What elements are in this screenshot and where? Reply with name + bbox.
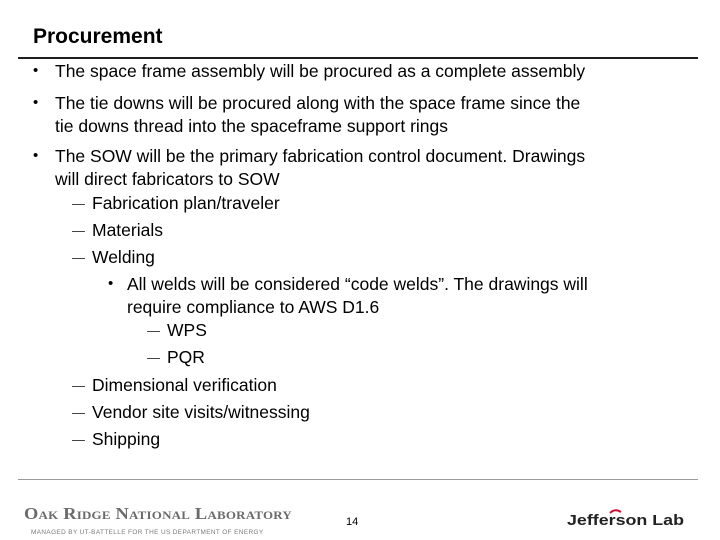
jefferson-lab-wordmark xyxy=(566,509,691,531)
sub-item-text: Materials xyxy=(92,220,163,240)
dash-marker: － xyxy=(70,432,87,451)
svg-text:Jefferson Lab: Jefferson Lab xyxy=(567,512,684,529)
bullet-marker: • xyxy=(33,94,39,111)
ornl-logo xyxy=(24,504,296,536)
bullet-marker: • xyxy=(33,147,39,164)
dash-marker: － xyxy=(145,323,162,342)
dash-marker: － xyxy=(145,350,162,369)
sub-item-text: Dimensional verification xyxy=(92,375,277,395)
dash-marker: － xyxy=(70,223,87,242)
bullet-text: require compliance to AWS D1.6 xyxy=(127,297,380,317)
bullet-text: All welds will be considered “code welds”. The drawings will xyxy=(127,274,588,294)
slide-title: Procurement xyxy=(33,25,163,48)
dash-marker: － xyxy=(70,196,87,215)
ornl-subtitle: MANAGED BY UT-BATTELLE FOR THE US DEPARTMENT OF ENERGY xyxy=(31,529,264,536)
bullet-text: The space frame assembly will be procured as a complete assembly xyxy=(55,61,586,81)
dash-marker: － xyxy=(70,250,87,269)
dash-marker: － xyxy=(70,405,87,424)
bullet-text: tie downs thread into the spaceframe support rings xyxy=(55,116,448,136)
bullet-marker: • xyxy=(108,275,114,292)
ornl-name xyxy=(24,504,296,527)
sub-item-text: PQR xyxy=(167,347,205,367)
sub-item-text: Shipping xyxy=(92,429,161,449)
sub-item-text: Fabrication plan/traveler xyxy=(92,193,280,213)
footer-divider xyxy=(18,479,698,480)
ornl-wordmark xyxy=(24,504,296,522)
title-divider xyxy=(18,57,698,59)
bullet-text: will direct fabricators to SOW xyxy=(55,169,280,189)
jefferson-lab-logo xyxy=(566,509,691,536)
bullet-text: The SOW will be the primary fabrication control document. Drawings xyxy=(55,146,586,166)
sub-item-text: Vendor site visits/witnessing xyxy=(92,402,310,422)
sub-item-text: WPS xyxy=(167,320,207,340)
page-number: 14 xyxy=(346,516,359,528)
svg-text:Oak Ridge National Laboratory: Oak Ridge National Laboratory xyxy=(24,504,293,522)
bullet-text: The tie downs will be procured along with the space frame since the xyxy=(55,93,581,113)
bullet-marker: • xyxy=(33,62,39,79)
dash-marker: － xyxy=(70,378,87,397)
sub-item-text: Welding xyxy=(92,247,155,267)
